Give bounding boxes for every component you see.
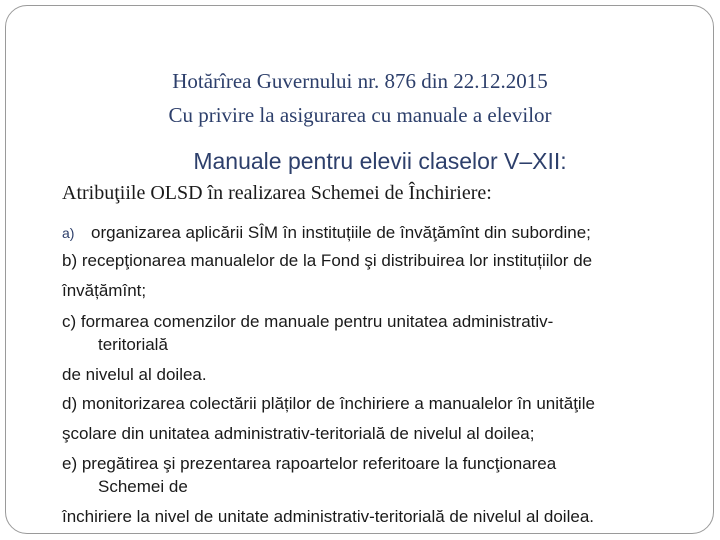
list-item-d-line2: şcolare din unitatea administrativ-teritorială de nivelul al doilea; xyxy=(62,424,535,443)
list-item-e-line3: închiriere la nivel de unitate administrativ-teritorială de nivelul al doilea. xyxy=(62,507,594,526)
list-item-b-line2: învățămînt; xyxy=(62,281,147,300)
list-item-d-line1: d) monitorizarea colectării plăților de închiriere a manualelor în unităţile xyxy=(62,394,595,413)
decision-title: Hotărîrea Guvernului nr. 876 din 22.12.2015 xyxy=(172,69,548,93)
list-marker-a: a) xyxy=(62,225,75,241)
list-item-a-text: organizarea aplicării SÎM în instituțiile de învăţămînt din subordine; xyxy=(91,223,591,242)
list-item-c-line1: c) formarea comenzilor de manuale pentru unitatea administrativ- xyxy=(62,312,554,331)
list-item-c-line2: teritorială xyxy=(98,335,168,354)
section-title: Atribuţiile OLSD în realizarea Schemei de Închiriere: xyxy=(62,182,492,204)
list-item-b-line1: b) recepţionarea manualelor de la Fond şi distribuirea lor instituțiilor de xyxy=(62,251,593,270)
list-item-e-line2: Schemei de xyxy=(98,477,188,496)
list-item-e-line1: e) pregătirea şi prezentarea rapoartelor referitoare la funcţionarea xyxy=(62,454,557,473)
list-item-c-line3: de nivelul al doilea. xyxy=(62,365,207,384)
slide-subtitle: Manuale pentru elevii claselor V–XII: xyxy=(193,148,567,174)
decision-subject: Cu privire la asigurarea cu manuale a elevilor xyxy=(168,103,552,127)
list-item-a xyxy=(62,222,591,244)
